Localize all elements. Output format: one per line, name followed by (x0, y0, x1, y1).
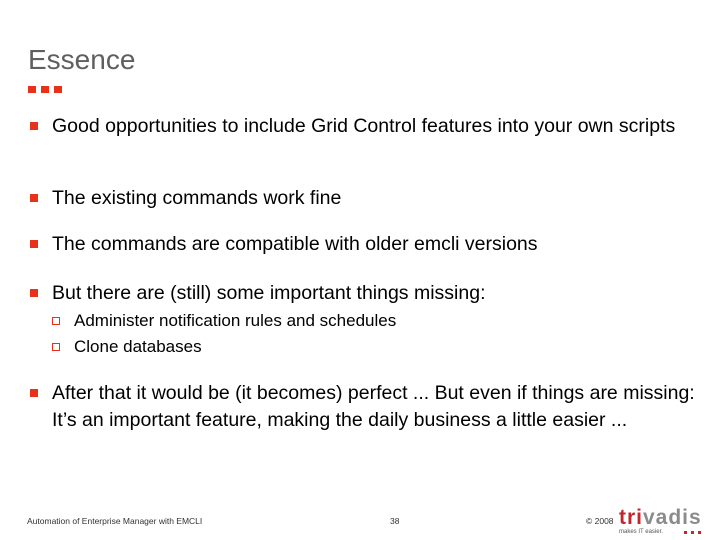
copyright: © 2008 (586, 516, 614, 526)
dot-icon (54, 86, 62, 93)
bullet-item (30, 185, 712, 212)
square-bullet-icon (30, 240, 38, 248)
hollow-square-bullet-icon (52, 317, 60, 325)
slide-title: Essence (28, 44, 136, 75)
dot-icon (41, 86, 49, 93)
bullet-text: The commands are compatible with older emcli versions (52, 233, 538, 255)
logo-dots-icon (684, 529, 701, 535)
bullet-text: Good opportunities to include Grid Control features into your own scripts (52, 115, 676, 137)
bullet-item (30, 113, 712, 140)
sub-bullet-text: Clone databases (74, 337, 202, 356)
sub-bullet-item (52, 308, 694, 334)
trivadis-logo (619, 508, 709, 535)
bullet-text: But there are (still) some important things missing: (52, 282, 486, 304)
square-bullet-icon (30, 289, 38, 297)
page-number: 38 (390, 516, 400, 526)
sub-bullet-text: Administer notification rules and schedules (74, 311, 397, 330)
hollow-square-bullet-icon (52, 343, 60, 351)
bullet-text: The existing commands work fine (52, 187, 342, 209)
square-bullet-icon (30, 194, 38, 202)
dot-icon (28, 86, 36, 93)
logo-wordmark: trivadis (619, 506, 702, 529)
title-decoration-dots (28, 86, 62, 93)
bullet-item (30, 380, 712, 434)
bullet-item (30, 231, 712, 258)
square-bullet-icon (30, 389, 38, 397)
bullet-text: After that it would be (it becomes) perfect ... But even if things are missing: It’s an important feature, making the daily business a little easier ... (52, 382, 695, 431)
square-bullet-icon (30, 122, 38, 130)
logo-tagline: makes IT easier. (619, 529, 663, 535)
sub-bullet-item (52, 334, 694, 360)
bullet-item (30, 280, 712, 307)
footer-presentation-title: Automation of Enterprise Manager with EMCLI (27, 516, 203, 526)
